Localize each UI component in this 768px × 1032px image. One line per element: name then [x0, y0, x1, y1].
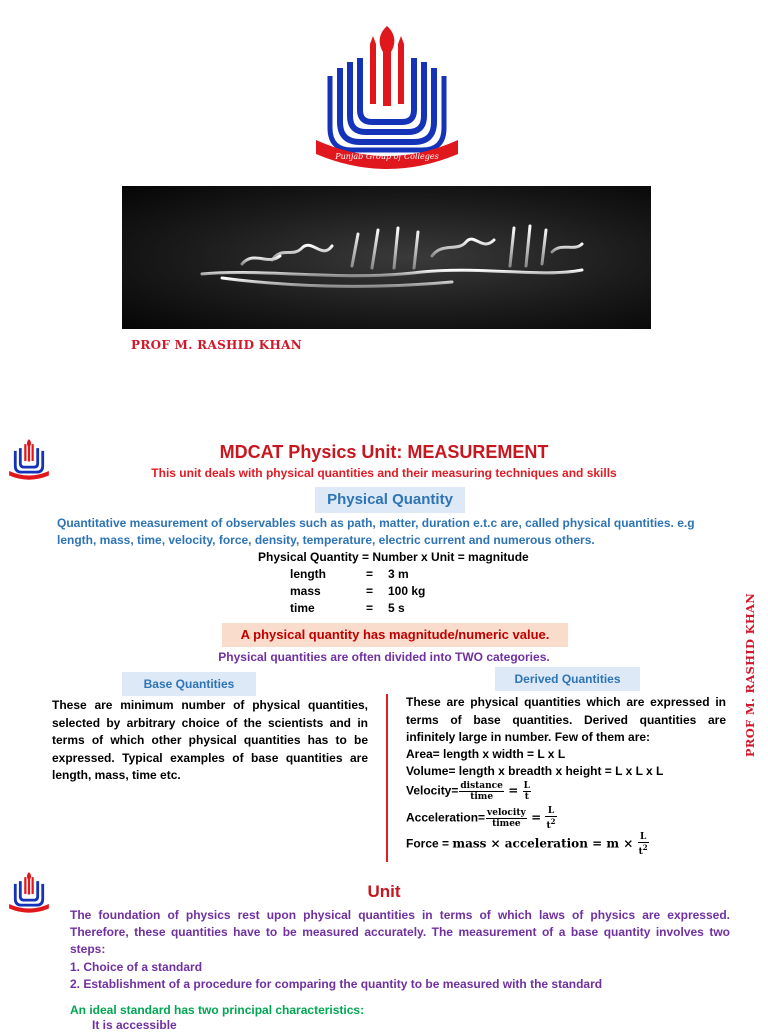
fraction-denominator — [638, 843, 649, 857]
fraction-denominator: time — [470, 792, 494, 802]
example-quantity: length — [290, 567, 326, 581]
velocity-label: Velocity= — [406, 783, 459, 798]
force-fraction — [638, 832, 649, 857]
column-divider — [386, 694, 388, 862]
acceleration-label: Acceleration= — [406, 810, 486, 825]
fraction-numerator: L — [523, 781, 530, 791]
base-quantities-heading: Base Quantities — [122, 672, 256, 696]
fraction-numerator: velocity — [487, 808, 526, 818]
calligraphy-banner — [122, 186, 651, 329]
example-quantity: time — [290, 601, 315, 615]
logo-caption: Punjab Group of Colleges — [335, 152, 439, 161]
step-item: 2. Establishment of a procedure for comparing the quantity to be measured with the standard — [70, 977, 603, 991]
physical-quantity-heading: Physical Quantity — [315, 487, 465, 513]
characteristic-item: It is accessible — [92, 1018, 177, 1032]
unit-heading: Unit — [367, 882, 401, 901]
fraction-numerator: distance — [460, 781, 503, 791]
denominator-base: t — [546, 821, 551, 831]
fraction-numerator: L — [638, 832, 649, 843]
acceleration-formula — [406, 806, 558, 831]
college-logo — [312, 22, 462, 172]
author-side-label — [735, 592, 765, 758]
example-equals: = — [366, 601, 374, 615]
velocity-dimension-fraction — [523, 781, 531, 802]
derived-quantities-heading: Derived Quantities — [495, 667, 640, 691]
fraction-denominator — [545, 817, 556, 831]
categories-note: Physical quantities are often divided into TWO categories. — [218, 650, 550, 664]
area-formula: Area= length x width = L x L — [406, 747, 566, 761]
force-label: Force = — [406, 836, 450, 851]
physical-quantity-description: Quantitative measurement of observables such as path, matter, duration e.t.c are, called physical quantities. e.g length, mass, time, velocity, force, density, temperature, electric current and numerous others. — [57, 516, 695, 547]
author-side-text: PROF M. RASHID KHAN — [743, 592, 757, 758]
velocity-formula — [406, 781, 532, 802]
fraction-denominator: t — [524, 792, 529, 802]
unit-paragraph: The foundation of physics rest upon physical quantities in terms of which laws of physics are expressed. Therefore, these quantities have to be measured accurately. The measurement of a base quantity involves two steps: — [70, 908, 730, 956]
force-formula — [406, 832, 650, 857]
velocity-fraction — [459, 781, 504, 802]
equals-sign: = — [531, 810, 542, 825]
equals-sign: = — [508, 783, 519, 798]
denominator-exponent: 2 — [642, 843, 648, 852]
force-expression: mass × acceleration = m × — [452, 836, 634, 851]
denominator-base: t — [638, 847, 643, 857]
base-quantities-text: These are minimum number of physical quantities, selected by arbitrary choice of the scientists and in terms of which other physical quantities has to be expressed. Typical examples of base quantities are length, mass, time etc. — [52, 698, 368, 782]
example-value: 5 s — [388, 601, 405, 615]
acceleration-fraction — [486, 808, 527, 829]
derived-quantities-text: These are physical quantities which are expressed in terms of base quantities. Derived quantities are infinitely large in number. Few of them are: — [406, 695, 726, 744]
example-equals: = — [366, 567, 374, 581]
page-subtitle: This unit deals with physical quantities and their measuring techniques and skills — [151, 466, 617, 480]
example-value: 3 m — [388, 567, 409, 581]
example-value: 100 kg — [388, 584, 426, 598]
magnitude-highlight: A physical quantity has magnitude/numeric value. — [222, 623, 568, 647]
example-equals: = — [366, 584, 374, 598]
step-item: 1. Choice of a standard — [70, 960, 203, 974]
denominator-exponent: 2 — [550, 817, 556, 826]
acceleration-dimension-fraction — [545, 806, 556, 831]
fraction-denominator: timee — [492, 819, 521, 829]
author-name: PROF M. RASHID KHAN — [131, 338, 303, 352]
page-title: MDCAT Physics Unit: MEASUREMENT — [219, 442, 549, 462]
volume-formula: Volume= length x breadth x height = L x L x L — [406, 764, 664, 778]
example-quantity: mass — [290, 584, 321, 598]
magnitude-formula: Physical Quantity = Number x Unit = magnitude — [258, 550, 529, 564]
fraction-numerator: L — [545, 806, 556, 817]
ideal-standard-note: An ideal standard has two principal characteristics: — [70, 1003, 365, 1017]
